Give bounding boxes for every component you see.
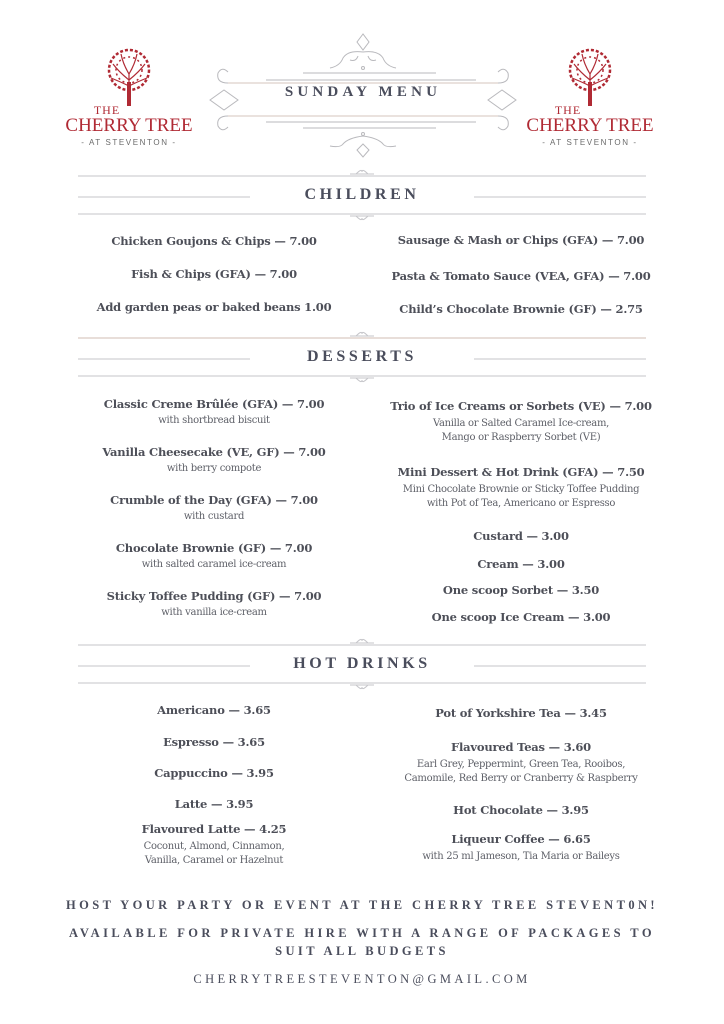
title-frame	[208, 28, 518, 158]
brand-name: CHERRY TREE	[65, 115, 193, 136]
menu-item: Flavoured Latte — 4.25 Coconut, Almond, Cinnamon, Vanilla, Caramel or Hazelnut	[141, 822, 287, 866]
menu-item: Add garden peas or baked beans 1.00	[96, 300, 332, 314]
brand-name: CHERRY TREE	[526, 115, 654, 136]
menu-item: Liqueur Coffee — 6.65 with 25 ml Jameson, Tia Maria or Baileys	[422, 832, 620, 862]
cherry-tree-icon	[99, 46, 159, 108]
footer-host-line: HOST YOUR PARTY OR EVENT AT THE CHERRY TREE STEVENT0N!	[66, 898, 658, 912]
footer-email[interactable]: CHERRYTREESTEVENTON@GMAIL.COM	[193, 972, 531, 986]
menu-item: Chocolate Brownie (GF) — 7.00 with salted caramel ice-cream	[115, 541, 313, 570]
logo-left	[64, 46, 194, 149]
menu-item: Mini Dessert & Hot Drink (GFA) — 7.50 Mini Chocolate Brownie or Sticky Toffee Pudding with Pot of Tea, Americano or Espresso	[397, 465, 645, 509]
menu-item: Sausage & Mash or Chips (GFA) — 7.00	[397, 233, 645, 247]
section-title-children: CHILDREN	[304, 186, 420, 203]
menu-item: Trio of Ice Creams or Sorbets (VE) — 7.00 Vanilla or Salted Caramel Ice-cream, Mango or Raspberry Sorbet (VE)	[390, 399, 652, 443]
menu-item: Classic Creme Brûlée (GFA) — 7.00 with shortbread biscuit	[103, 397, 325, 426]
section-title-hot-drinks: HOT DRINKS	[293, 655, 431, 672]
menu-item: Child’s Chocolate Brownie (GF) — 2.75	[399, 302, 643, 316]
logo-right	[525, 46, 655, 149]
menu-item: Fish & Chips (GFA) — 7.00	[131, 267, 297, 281]
menu-item: Cappuccino — 3.95	[154, 766, 274, 780]
menu-item: Pot of Yorkshire Tea — 3.45	[435, 706, 607, 720]
menu-item: Vanilla Cheesecake (VE, GF) — 7.00 with berry compote	[102, 445, 326, 474]
footer-private-hire-line: AVAILABLE FOR PRIVATE HIRE WITH A RANGE OF PACKAGES TO	[69, 926, 655, 940]
page-title: SUNDAY MENU	[284, 84, 442, 100]
menu-item: Custard — 3.00	[473, 529, 569, 543]
menu-item: Latte — 3.95	[174, 797, 254, 811]
menu-item: Chicken Goujons & Chips — 7.00	[111, 234, 317, 248]
section-header-desserts	[74, 330, 650, 386]
menu-item: One scoop Sorbet — 3.50	[442, 583, 600, 597]
menu-item: Crumble of the Day (GFA) — 7.00 with custard	[110, 493, 318, 522]
section-title-desserts: DESSERTS	[306, 348, 418, 365]
section-header-children	[74, 168, 650, 224]
brand-the: THE	[93, 103, 121, 117]
menu-item: Sticky Toffee Pudding (GF) — 7.00 with vanilla ice-cream	[106, 589, 322, 618]
cherry-tree-icon	[560, 46, 620, 108]
section-header-hot-drinks	[74, 637, 650, 693]
footer-budgets-line: SUIT ALL BUDGETS	[275, 944, 449, 958]
brand-the: THE	[554, 103, 582, 117]
menu-item: Espresso — 3.65	[163, 735, 265, 749]
menu-item: Americano — 3.65	[157, 703, 271, 717]
menu-item: One scoop Ice Cream — 3.00	[431, 610, 611, 624]
menu-item: Cream — 3.00	[477, 557, 565, 571]
brand-subtitle: - AT STEVENTON -	[542, 138, 638, 147]
menu-item: Flavoured Teas — 3.60 Earl Grey, Peppermint, Green Tea, Rooibos, Camomile, Red Berry or Cranberry & Raspberry	[404, 740, 638, 784]
menu-item: Pasta & Tomato Sauce (VEA, GFA) — 7.00	[391, 269, 651, 283]
brand-subtitle: - AT STEVENTON -	[81, 138, 177, 147]
menu-item: Hot Chocolate — 3.95	[453, 803, 589, 817]
